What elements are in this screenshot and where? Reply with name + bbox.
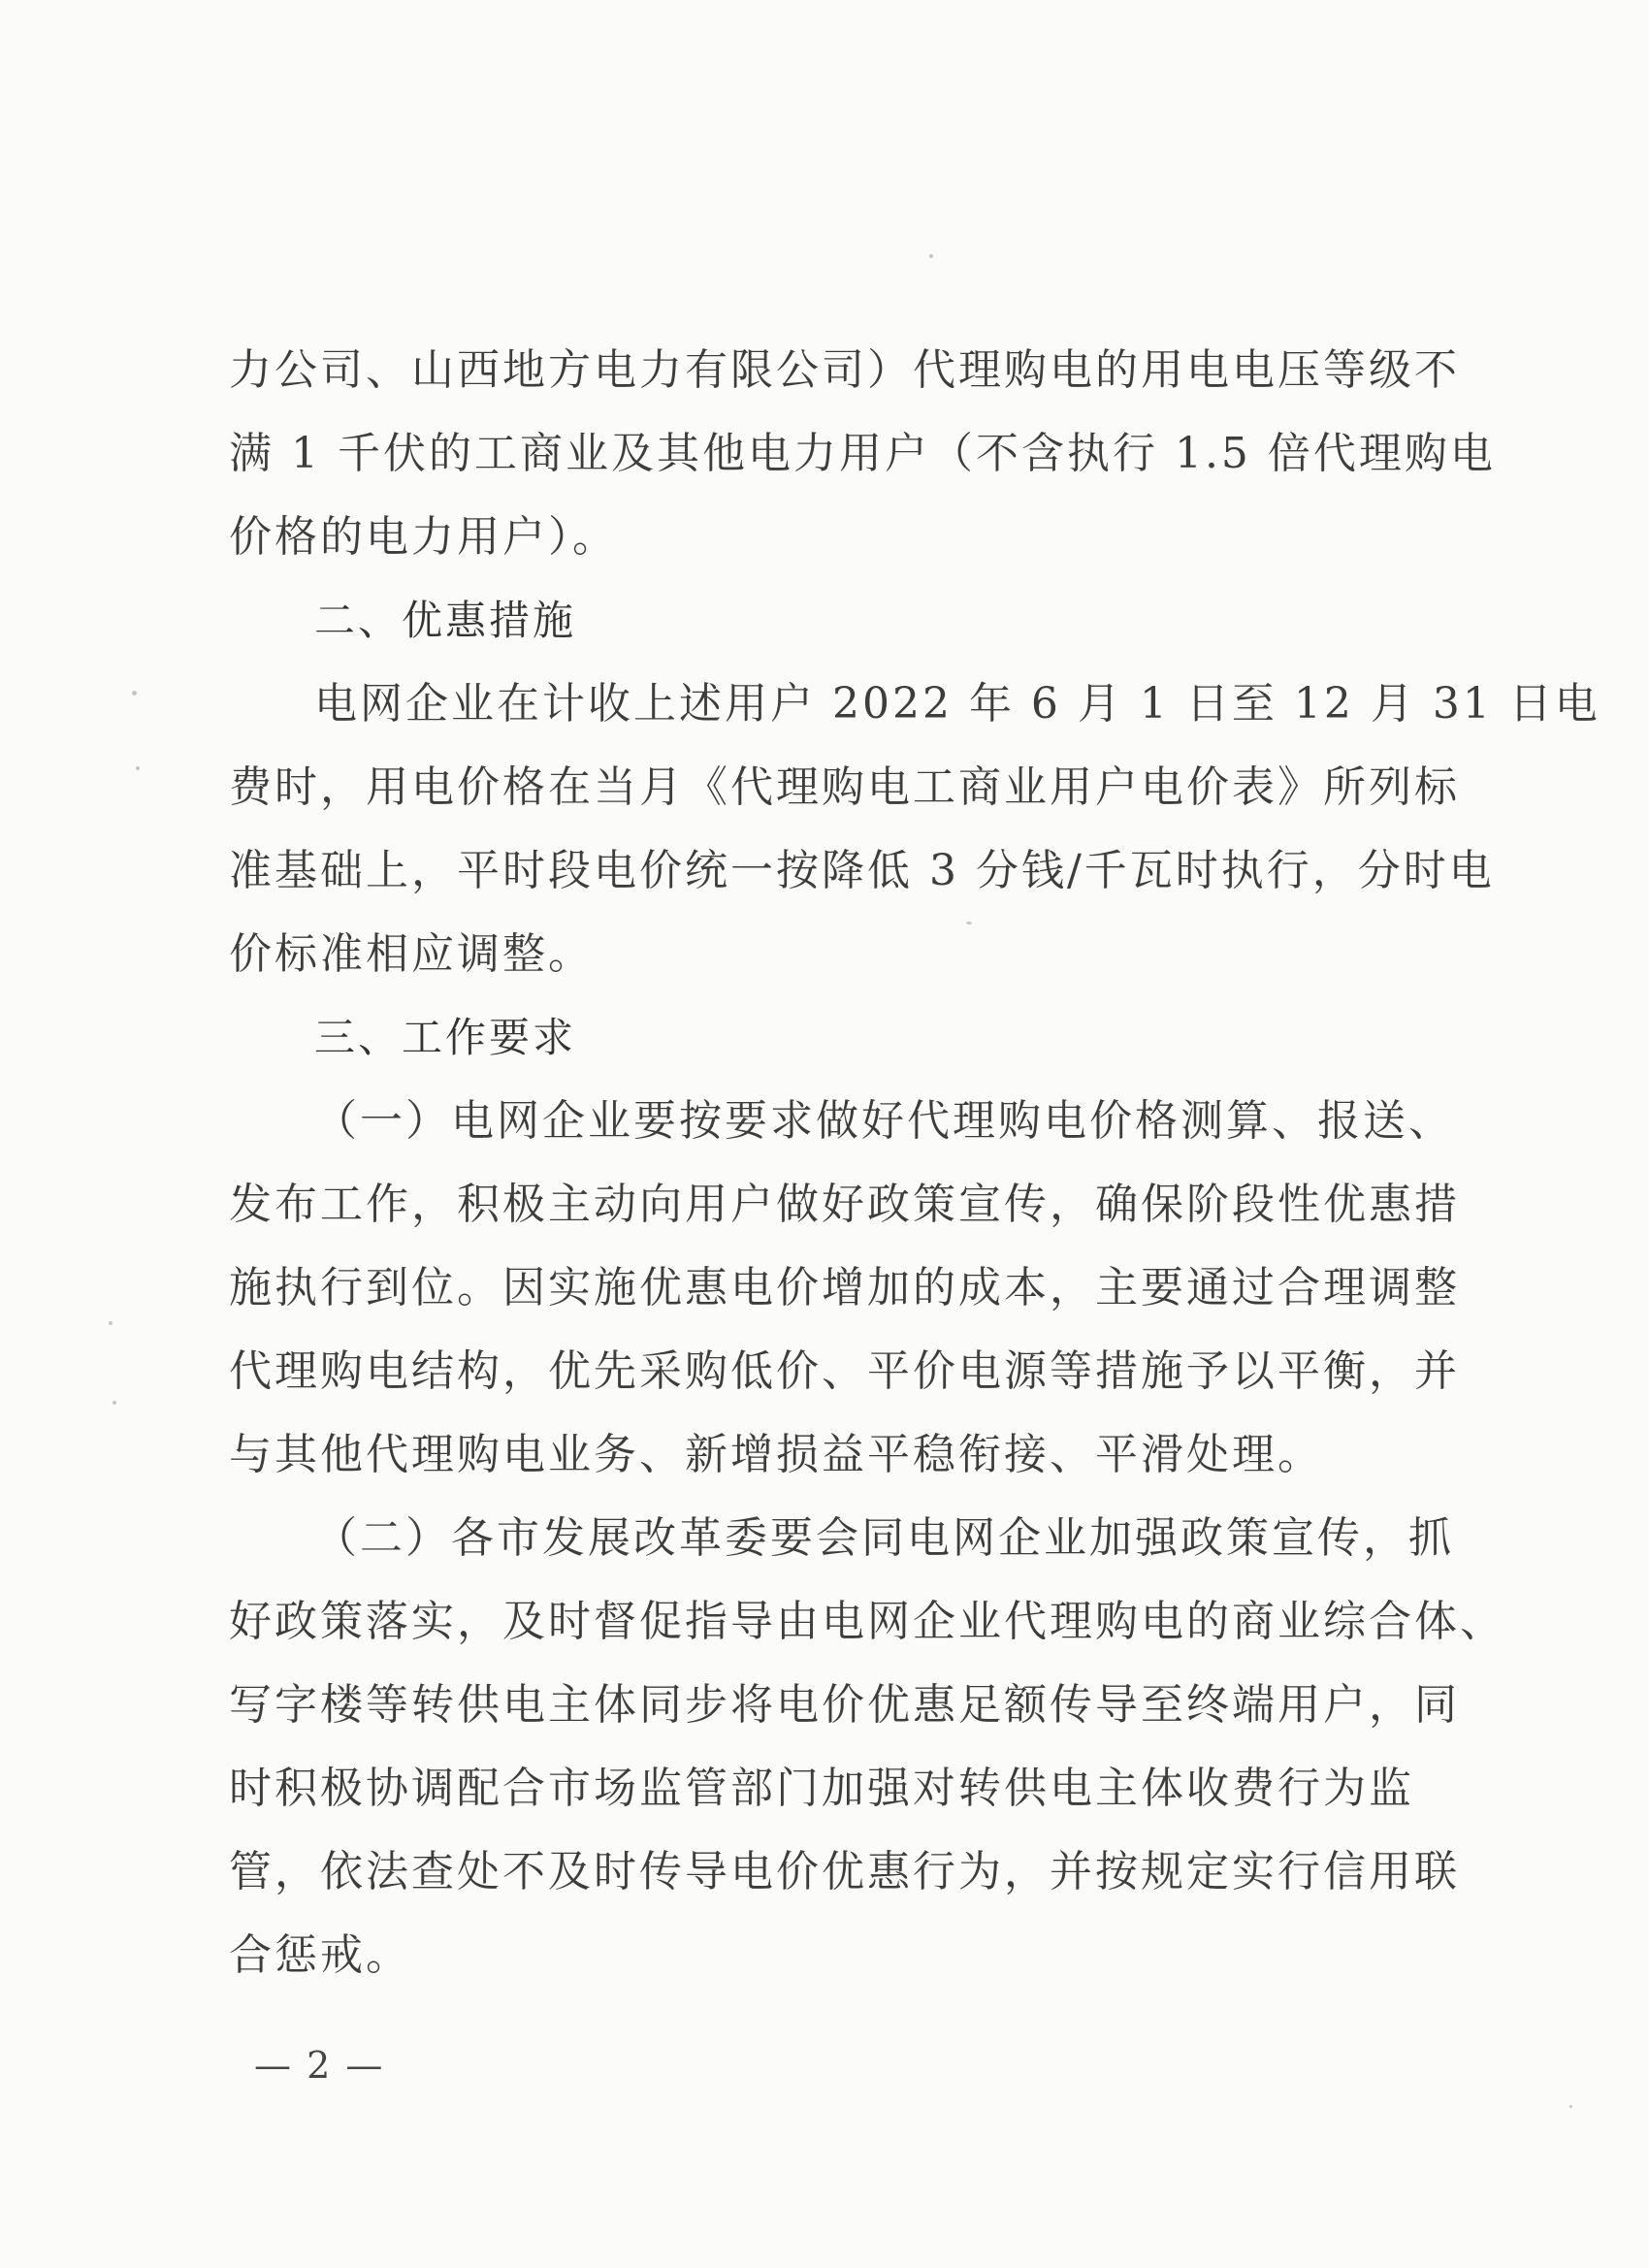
body-line: 价标准相应调整。 bbox=[229, 929, 594, 979]
body-line: （二）各市发展改革委要会同电网企业加强政策宣传，抓 bbox=[314, 1513, 1454, 1563]
scan-speck bbox=[132, 691, 137, 696]
body-line: 准基础上，平时段电价统一按降低 3 分钱/千瓦时执行，分时电 bbox=[229, 846, 1495, 895]
body-line: （一）电网企业要按要求做好代理购电价格测算、报送、 bbox=[314, 1096, 1454, 1146]
body-line: 写字楼等转供电主体同步将电价优惠足额传导至终端用户，同 bbox=[229, 1680, 1460, 1730]
section-heading-work-requirements: 三、工作要求 bbox=[314, 1014, 577, 1061]
body-line: 电网企业在计收上述用户 2022 年 6 月 1 日至 12 月 31 日电 bbox=[314, 679, 1600, 729]
scan-speck bbox=[109, 1321, 113, 1325]
scan-speck bbox=[929, 254, 933, 258]
body-line: 费时，用电价格在当月《代理购电工商业用户电价表》所列标 bbox=[229, 762, 1460, 812]
body-line: 管，依法查处不及时传导电价优惠行为，并按规定实行信用联 bbox=[229, 1847, 1460, 1896]
scan-speck bbox=[966, 922, 972, 924]
body-line: 施执行到位。因实施优惠电价增加的成本，主要通过合理调整 bbox=[229, 1263, 1460, 1312]
scan-speck bbox=[136, 766, 140, 770]
body-line: 价格的电力用户）。 bbox=[229, 512, 618, 562]
body-line: 代理购电结构，优先采购低价、平价电源等措施予以平衡，并 bbox=[229, 1346, 1460, 1396]
body-line: 合惩戒。 bbox=[229, 1930, 411, 1980]
scan-speck bbox=[113, 1401, 116, 1405]
body-line: 好政策落实，及时督促指导由电网企业代理购电的商业综合体、 bbox=[229, 1597, 1505, 1646]
body-line: 发布工作，积极主动向用户做好政策宣传，确保阶段性优惠措 bbox=[229, 1180, 1460, 1229]
body-line: 与其他代理购电业务、新增损益平稳衔接、平滑处理。 bbox=[229, 1430, 1323, 1479]
body-line: 满 1 千伏的工商业及其他电力用户（不含执行 1.5 倍代理购电 bbox=[229, 429, 1496, 478]
body-line: 时积极协调配合市场监管部门加强对转供电主体收费行为监 bbox=[229, 1764, 1414, 1813]
body-line: 力公司、山西地方电力有限公司）代理购电的用电电压等级不 bbox=[229, 345, 1460, 395]
section-heading-discount-measures: 二、优惠措施 bbox=[314, 597, 577, 644]
page-number: — 2 — bbox=[254, 2044, 385, 2087]
scan-speck bbox=[1569, 2105, 1572, 2108]
